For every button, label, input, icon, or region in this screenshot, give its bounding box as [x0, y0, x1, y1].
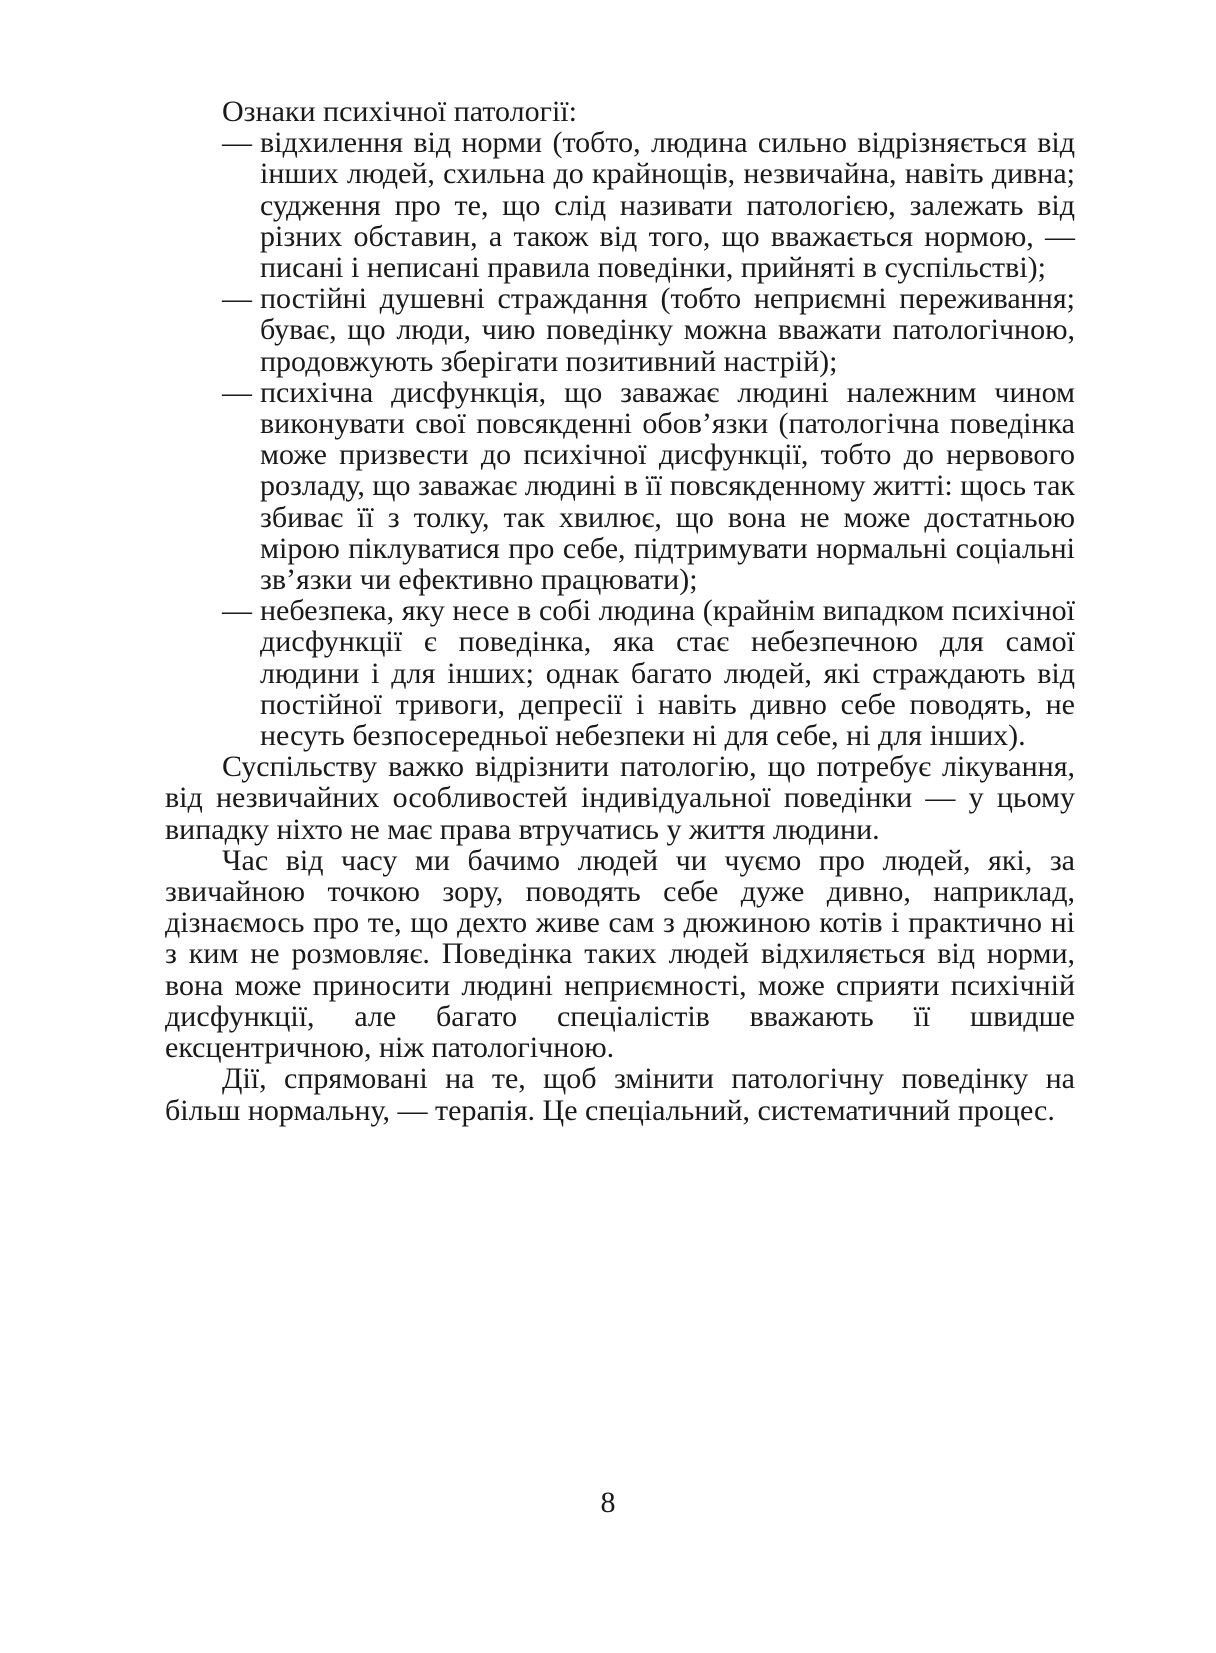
- dash-marker: —: [222, 375, 252, 409]
- list-item-distress: [165, 283, 1075, 377]
- list-item-text: небезпека, яку несе в собі людина (крайнім випадком психічної дисфункції є поведінка, яка стає небезпечною для самої людини і для інших; однак багато людей, які страждають від постійної тривоги, депресії і навіть дивно себе поводять, не несуть безпосередньої небезпеки ні для себе, ні для інших).: [260, 594, 1075, 753]
- list-item-danger: [165, 595, 1075, 751]
- list-item-text: психічна дисфункція, що заважає людині належним чином виконувати свої повсякденні обов’язки (патологічна поведінка може призвести до психічної дисфункції, тобто до нервового розладу, що заважає людині в її повсякденному житті: щось так збиває її з толку, так хвилює, що вона не може достатньою мірою піклуватися про себе, підтримувати нормальні соціальні зв’язки чи ефективно працювати);: [260, 375, 1075, 597]
- symptom-list: [165, 127, 1075, 751]
- list-item-text: відхилення від норми (тобто, людина сильно відрізняється від інших людей, схильна до крайнощів, незвичайна, навіть дивна; судження про те, що слід називати патологією, залежать від різних обставин, а також від того, що вважається нормою, — писані і неписані правила поведінки, прийняті в суспільстві);: [260, 126, 1075, 285]
- list-item-dysfunction: [165, 377, 1075, 595]
- dash-marker: —: [222, 126, 252, 160]
- paragraph-eccentric-behavior: Час від часу ми бачимо людей чи чуємо про людей, які, за звичайною точкою зору, поводять себе дуже дивно, наприклад, дізнаємось про те, що дехто живе сам з дюжиною котів і практично ні з ким не розмовляє. Поведінка таких людей відхиляється від норми, вона може приносити людині неприємності, може сприяти психічній дисфункції, але багато спеціалістів вважають її швидше ексцентричною, ніж патологічною.: [165, 843, 1075, 1065]
- dash-marker: —: [222, 594, 252, 628]
- page-number: 8: [600, 1486, 616, 1519]
- paragraph-therapy: Дії, спрямовані на те, щоб змінити патологічну поведінку на більш нормальну, — терапія. Це спеціальний, систематичний процес.: [165, 1062, 1075, 1127]
- list-item-text: постійні душевні страждання (тобто неприємні переживання; буває, що люди, чию поведінку можна вважати патологічною, продовжують зберігати позитивний настрій);: [260, 282, 1075, 378]
- list-heading: Ознаки психічної патології:: [222, 95, 577, 128]
- page-body: [165, 96, 1075, 1126]
- paragraph-society: Суспільству важко відрізнити патологію, що потребує лікування, від незвичайних особливостей індивідуальної поведінки — у цьому випадку ніхто не має права втручатись у життя людини.: [165, 750, 1075, 846]
- dash-marker: —: [222, 282, 252, 316]
- list-item-deviation: [165, 127, 1075, 283]
